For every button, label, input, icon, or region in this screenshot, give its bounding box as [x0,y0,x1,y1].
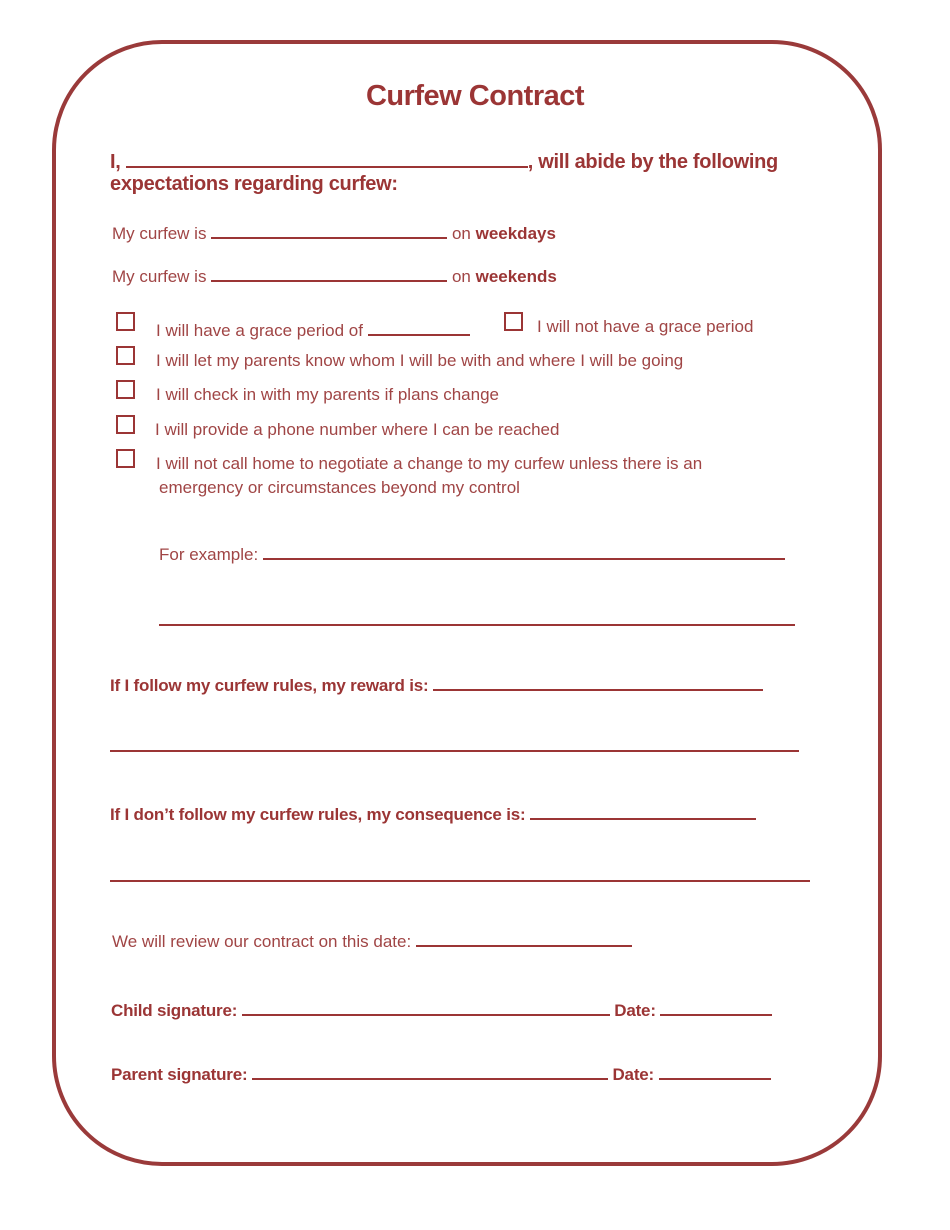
no-grace-period-label: I will not have a grace period [537,317,754,336]
curfew-weekdays-field[interactable] [211,220,447,239]
consequence-label: If I don’t follow my curfew rules, my consequence is: [110,805,526,824]
consequence-field-line-2[interactable] [110,880,810,882]
intro-suffix: , will abide by the following [527,151,778,173]
check-in-checkbox[interactable] [116,380,135,399]
parent-signature-field[interactable] [252,1061,608,1080]
consequence-row [110,801,756,825]
phone-number-label: I will provide a phone number where I can be reached [155,420,560,439]
curfew-weekends-on: on [451,267,471,286]
reward-label: If I follow my curfew rules, my reward is: [110,676,429,695]
no-grace-period-checkbox[interactable] [504,312,523,331]
curfew-weekends-row [112,263,557,287]
no-negotiate-label: I will not call home to negotiate a change to my curfew unless there is an [156,454,703,473]
curfew-weekends-label: My curfew is [112,267,207,286]
parent-date-field[interactable] [659,1061,771,1080]
child-signature-field[interactable] [242,997,610,1016]
consequence-field[interactable] [530,801,756,820]
check-in-label: I will check in with my parents if plans change [156,385,499,404]
example-field-line-2[interactable] [159,624,795,626]
child-date-field[interactable] [660,997,772,1016]
no-negotiate-checkbox[interactable] [116,449,135,468]
intro-prefix: I, [110,151,121,173]
phone-number-checkbox[interactable] [116,415,135,434]
tell-parents-label: I will let my parents know whom I will be with and where I will be going [156,351,684,370]
tell-parents-checkbox[interactable] [116,346,135,365]
child-date-label: Date: [614,1001,656,1020]
example-row [159,541,785,565]
curfew-weekdays-label: My curfew is [112,224,207,243]
name-field[interactable] [126,146,528,168]
grace-period-field[interactable] [368,317,470,336]
reward-field-line-2[interactable] [110,750,799,752]
page-title: Curfew Contract [365,80,585,112]
review-date-field[interactable] [416,928,632,947]
curfew-weekends-field[interactable] [211,263,447,282]
child-signature-row [111,997,772,1021]
review-row [112,928,632,952]
reward-field[interactable] [433,672,763,691]
review-label: We will review our contract on this date: [112,932,412,951]
intro-line-1 [110,146,778,174]
parent-signature-row [111,1061,771,1085]
grace-period-checkbox[interactable] [116,312,135,331]
curfew-weekdays-day: weekdays [475,224,556,243]
grace-period-label: I will have a grace period of [156,321,363,340]
curfew-weekdays-row [112,220,556,244]
child-signature-label: Child signature: [111,1001,238,1020]
example-label: For example: [159,545,259,564]
intro-line-2: expectations regarding curfew: [110,173,398,195]
curfew-weekends-day: weekends [475,267,557,286]
grace-period-row [156,317,470,341]
parent-date-label: Date: [612,1065,654,1084]
reward-row [110,672,763,696]
curfew-weekdays-on: on [451,224,471,243]
no-negotiate-label-line-2: emergency or circumstances beyond my control [159,478,520,497]
example-field[interactable] [263,541,785,560]
parent-signature-label: Parent signature: [111,1065,248,1084]
